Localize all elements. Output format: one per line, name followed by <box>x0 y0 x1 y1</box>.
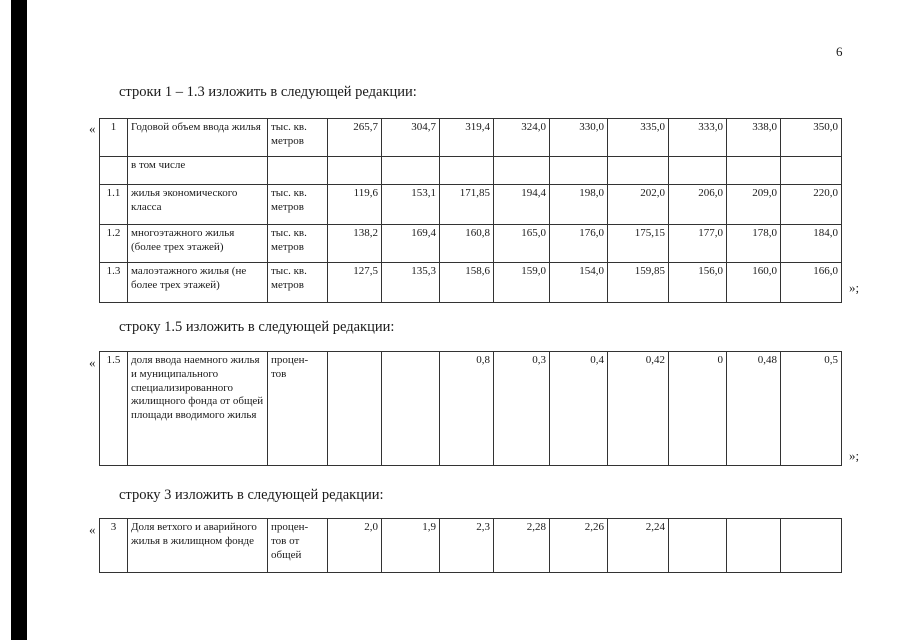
section2-heading: строку 1.5 изложить в следующей редакции: <box>119 319 395 335</box>
section3-heading: строку 3 изложить в следующей редакции: <box>119 487 384 503</box>
indicator-name-cell: Доля ветхого и аварийного жилья в жилищном фонде <box>128 519 268 573</box>
section1-heading: строки 1 – 1.3 изложить в следующей редакции: <box>119 84 417 100</box>
table-row <box>100 352 842 466</box>
value-cell: 2,0 <box>328 519 382 573</box>
value-cell: 2,26 <box>550 519 608 573</box>
value-cell: 220,0 <box>781 185 842 225</box>
value-cell: 177,0 <box>669 225 727 263</box>
section3-table <box>99 518 842 573</box>
value-cell: 194,4 <box>494 185 550 225</box>
value-cell <box>669 157 727 185</box>
value-cell: 176,0 <box>550 225 608 263</box>
value-cell: 169,4 <box>382 225 440 263</box>
row-number-cell: 3 <box>100 519 128 573</box>
value-cell <box>781 519 842 573</box>
row-number-cell <box>100 157 128 185</box>
value-cell: 158,6 <box>440 263 494 303</box>
value-cell: 184,0 <box>781 225 842 263</box>
value-cell: 265,7 <box>328 119 382 157</box>
unit-cell: тыс. кв. метров <box>268 225 328 263</box>
value-cell: 159,0 <box>494 263 550 303</box>
value-cell: 0,4 <box>550 352 608 466</box>
value-cell: 160,8 <box>440 225 494 263</box>
section1-table <box>99 118 842 303</box>
value-cell: 154,0 <box>550 263 608 303</box>
value-cell: 135,3 <box>382 263 440 303</box>
value-cell: 333,0 <box>669 119 727 157</box>
value-cell: 2,24 <box>608 519 669 573</box>
value-cell: 304,7 <box>382 119 440 157</box>
indicator-name-cell: Годовой объем ввода жилья <box>128 119 268 157</box>
value-cell: 153,1 <box>382 185 440 225</box>
value-cell: 160,0 <box>727 263 781 303</box>
value-cell: 202,0 <box>608 185 669 225</box>
value-cell: 171,85 <box>440 185 494 225</box>
value-cell: 156,0 <box>669 263 727 303</box>
value-cell: 206,0 <box>669 185 727 225</box>
value-cell: 2,3 <box>440 519 494 573</box>
value-cell: 0,42 <box>608 352 669 466</box>
table-row <box>100 185 842 225</box>
row-number-cell: 1.5 <box>100 352 128 466</box>
value-cell: 175,15 <box>608 225 669 263</box>
unit-cell: тыс. кв. метров <box>268 185 328 225</box>
indicator-name-cell: доля ввода наемного жилья и муниципального специализированного жилищного фонда от общей площади вводимого жилья <box>128 352 268 466</box>
value-cell: 119,6 <box>328 185 382 225</box>
section2-close-quote: »; <box>849 448 860 463</box>
table-row <box>100 157 842 185</box>
section2-table <box>99 351 842 466</box>
indicator-name-cell: многоэтажного жилья (более трех этажей) <box>128 225 268 263</box>
value-cell <box>727 519 781 573</box>
value-cell <box>608 157 669 185</box>
row-number-cell: 1.1 <box>100 185 128 225</box>
unit-cell: процен- тов <box>268 352 328 466</box>
value-cell: 0,5 <box>781 352 842 466</box>
value-cell: 159,85 <box>608 263 669 303</box>
indicator-name-cell: жилья экономического класса <box>128 185 268 225</box>
value-cell <box>440 157 494 185</box>
unit-cell: процен- тов от общей <box>268 519 328 573</box>
unit-cell: тыс. кв. метров <box>268 263 328 303</box>
row-number-cell: 1.2 <box>100 225 128 263</box>
value-cell: 0 <box>669 352 727 466</box>
value-cell: 127,5 <box>328 263 382 303</box>
value-cell: 338,0 <box>727 119 781 157</box>
value-cell <box>550 157 608 185</box>
value-cell: 1,9 <box>382 519 440 573</box>
value-cell: 166,0 <box>781 263 842 303</box>
value-cell: 209,0 <box>727 185 781 225</box>
value-cell <box>382 352 440 466</box>
value-cell: 0,3 <box>494 352 550 466</box>
value-cell: 178,0 <box>727 225 781 263</box>
value-cell: 324,0 <box>494 119 550 157</box>
value-cell: 0,48 <box>727 352 781 466</box>
value-cell <box>494 157 550 185</box>
row-number-cell: 1 <box>100 119 128 157</box>
indicator-name-cell: малоэтажного жилья (не более трех этажей) <box>128 263 268 303</box>
value-cell <box>328 157 382 185</box>
page-number: 6 <box>836 44 843 59</box>
section2-open-quote: « <box>89 355 96 370</box>
table-row <box>100 225 842 263</box>
value-cell <box>382 157 440 185</box>
value-cell: 330,0 <box>550 119 608 157</box>
indicator-name-cell: в том числе <box>128 157 268 185</box>
value-cell <box>781 157 842 185</box>
unit-cell <box>268 157 328 185</box>
value-cell <box>669 519 727 573</box>
table-row <box>100 519 842 573</box>
scan-edge-bar <box>11 0 27 640</box>
unit-cell: тыс. кв. метров <box>268 119 328 157</box>
value-cell: 0,8 <box>440 352 494 466</box>
row-number-cell: 1.3 <box>100 263 128 303</box>
value-cell: 138,2 <box>328 225 382 263</box>
value-cell: 335,0 <box>608 119 669 157</box>
table-row <box>100 119 842 157</box>
value-cell: 350,0 <box>781 119 842 157</box>
value-cell <box>328 352 382 466</box>
value-cell: 2,28 <box>494 519 550 573</box>
table-row <box>100 263 842 303</box>
value-cell <box>727 157 781 185</box>
value-cell: 319,4 <box>440 119 494 157</box>
section1-open-quote: « <box>89 121 96 136</box>
section3-open-quote: « <box>89 522 96 537</box>
value-cell: 165,0 <box>494 225 550 263</box>
value-cell: 198,0 <box>550 185 608 225</box>
section1-close-quote: »; <box>849 280 860 295</box>
